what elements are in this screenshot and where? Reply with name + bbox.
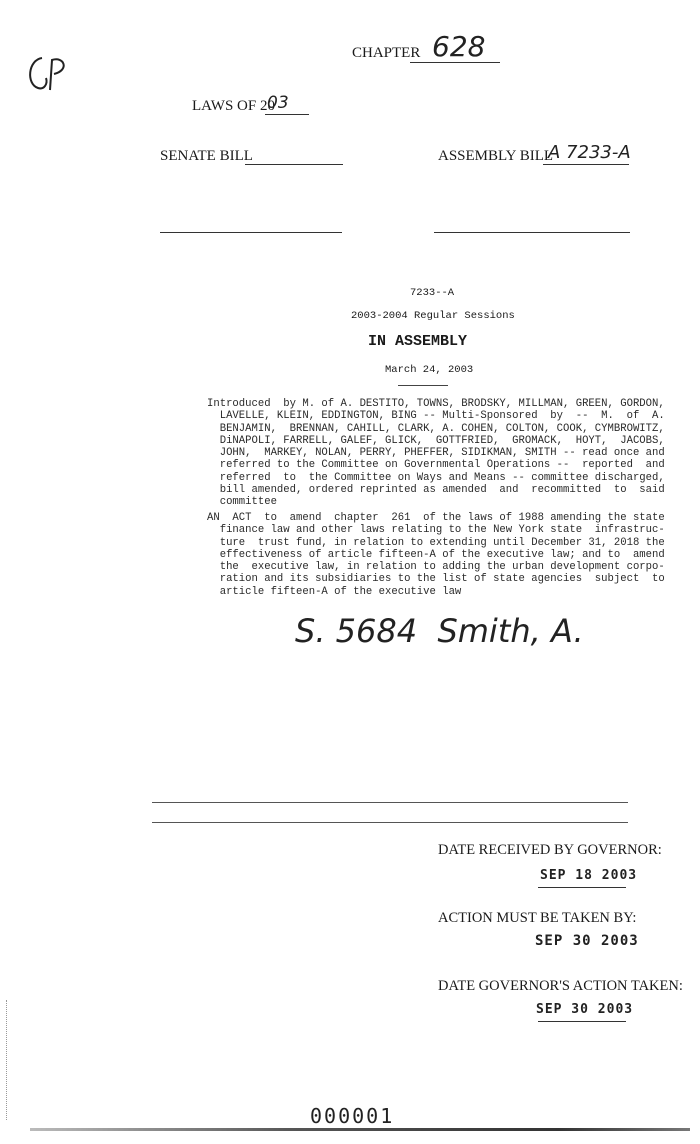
action-taken-date-stamp: SEP 30 2003 [536, 1002, 634, 1017]
chapter-label: CHAPTER [352, 45, 421, 61]
bill-house: IN ASSEMBLY [368, 333, 468, 350]
act-paragraph [207, 512, 665, 598]
act-line: the executive law, in relation to adding the urban development corpo- [207, 561, 665, 574]
senate-bill-label: SENATE BILL [160, 148, 253, 164]
bill-date-underline [398, 385, 448, 386]
chapter-underline [410, 62, 500, 63]
act-line: AN ACT to amend chapter 261 of the laws of 1988 amending the state [207, 512, 665, 524]
introduced-line: DiNAPOLI, FARRELL, GALEF, GLICK, GOTTFRIED, GROMACK, HOYT, JACOBS, [207, 434, 665, 447]
laws-label: LAWS OF 20 [192, 98, 275, 114]
act-line: finance law and other laws relating to the New York state infrastruc- [207, 524, 665, 537]
senate-bill-underline [245, 164, 343, 165]
footer-scan-rule [30, 1128, 690, 1131]
received-date-stamp: SEP 18 2003 [540, 868, 638, 883]
handwritten-note: S. 5684 Smith, A. [295, 612, 584, 650]
action-taken-underline [538, 1021, 626, 1022]
assembly-bill-label: ASSEMBLY BILL [438, 148, 554, 164]
received-label: DATE RECEIVED BY GOVERNOR: [438, 842, 662, 858]
introduced-line: LAVELLE, KLEIN, EDDINGTON, BING -- Multi-Sponsored by -- M. of A. [207, 410, 665, 423]
introduced-line: committee [207, 496, 277, 509]
act-line: ture trust fund, in relation to extending until December 31, 2018 the [207, 536, 665, 549]
introduced-line: bill amended, ordered reprinted as amended and recommitted to said [207, 484, 665, 497]
blank-line-right [434, 232, 630, 233]
divider-line-1 [152, 802, 628, 803]
introduced-paragraph [207, 398, 665, 509]
chapter-number: 628 [432, 30, 486, 63]
action-taken-label: DATE GOVERNOR'S ACTION TAKEN: [438, 978, 683, 994]
introduced-line: JOHN, MARKEY, NOLAN, PERRY, PHEFFER, SIDIKMAN, SMITH -- read once and [207, 447, 665, 460]
bill-session: 2003-2004 Regular Sessions [351, 310, 515, 322]
introduced-line: referred to the Committee on Governmental Operations -- reported and [207, 459, 665, 472]
divider-line-2 [152, 822, 628, 823]
initials-mark [20, 50, 72, 100]
assembly-bill-underline [543, 164, 629, 165]
act-line: article fifteen-A of the executive law [207, 585, 462, 598]
must-act-label: ACTION MUST BE TAKEN BY: [438, 910, 637, 926]
bill-date: March 24, 2003 [385, 364, 474, 376]
must-act-date-stamp: SEP 30 2003 [535, 933, 639, 949]
act-line: effectiveness of article fifteen-A of the executive law; and to amend [207, 548, 665, 561]
received-date-underline [538, 887, 626, 888]
laws-underline [265, 114, 309, 115]
page-number: 000001 [310, 1104, 395, 1128]
act-line: ration and its subsidiaries to the list of state agencies subject to [207, 573, 665, 586]
introduced-line: Introduced by M. of A. DESTITO, TOWNS, BRODSKY, MILLMAN, GREEN, GORDON, [207, 398, 665, 410]
introduced-line: referred to the Committee on Ways and Means -- committee discharged, [207, 471, 665, 484]
left-margin-scan-mark [6, 1000, 8, 1120]
blank-line-left [160, 232, 342, 233]
bill-number: 7233--A [410, 287, 455, 299]
laws-year: 03 [267, 93, 289, 113]
assembly-bill-value: A 7233-A [548, 142, 631, 163]
introduced-line: BENJAMIN, BRENNAN, CAHILL, CLARK, A. COHEN, COLTON, COOK, CYMBROWITZ, [207, 422, 665, 435]
